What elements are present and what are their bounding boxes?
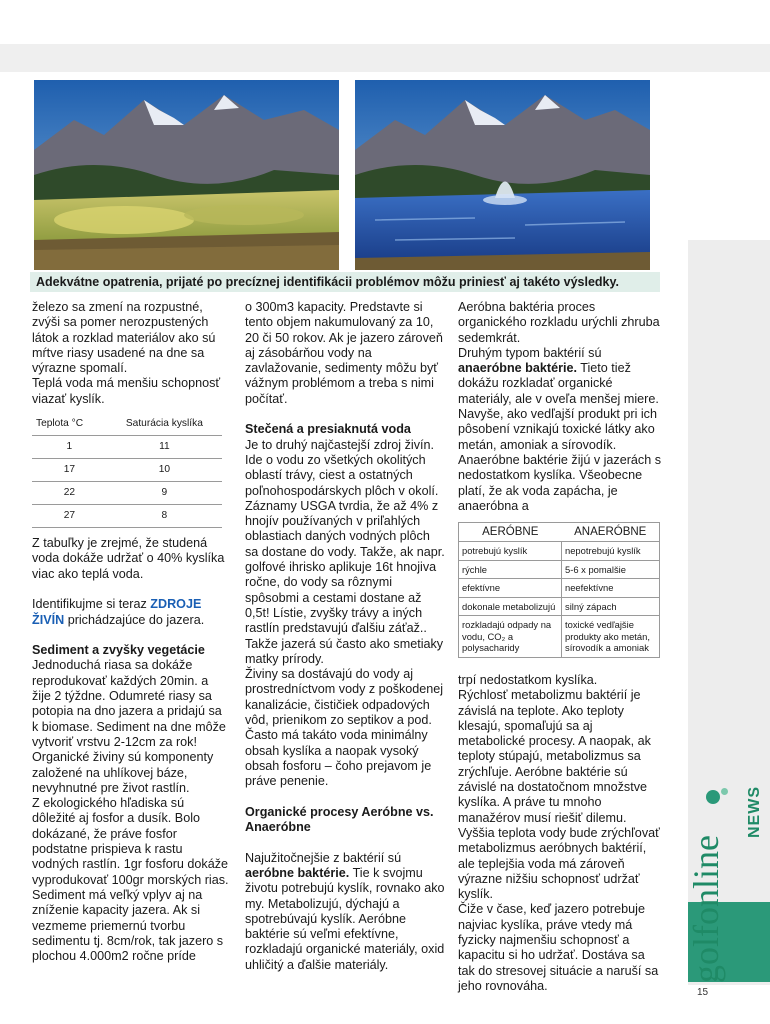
col3-paragraph: Čiže v čase, keď jazero potrebuje najviac kyslíka, práve vtedy má fyzicky najmenšiu schopnosť a kapacitu si ho udržať. Dostáva sa tak do stresovej situácie a naruší sa jeho rovnováha.: [458, 902, 659, 993]
table-row: [32, 436, 222, 459]
column-1: [32, 300, 230, 964]
table-cell: nepotrebujú kyslík: [562, 542, 660, 561]
brand-name: golfonline: [686, 835, 726, 983]
section-heading: Stečená a presiaknutá voda: [245, 422, 411, 437]
section-heading: Sediment a zvyšky vegetácie: [32, 643, 205, 658]
text: prichádzajúce do jazera.: [67, 612, 205, 627]
golf-ball-icon: [706, 790, 720, 804]
nutrient-sources-link[interactable]: ZDROJE ŽIVÍN: [32, 597, 202, 627]
col3-paragraph: Rýchlosť metabolizmu baktérií je závislá na teplote. Ako teploty klesajú, spomaľujú sa aj metabolické procesy. A naopak, ak teploty stúpajú, metabolizmus sa zrýchľuje. Aeróbne baktérie sú závislé na dostatočnom množstve kyslíka. A práve tu mnoho manažérov musí riešiť dilemu. Vyššia teplota vody bude zrýchľovať metabolizmus aeróbnych baktérií, ale teplejšia voda má zároveň výrazne nižšiu schopnosť udržať kyslík.: [458, 688, 660, 902]
table-cell: 1: [32, 436, 107, 459]
table-cell: 9: [107, 482, 222, 505]
table-cell: toxické vedľajšie produkty ako metán, sírovodík a amoniak: [562, 616, 660, 658]
column-2: [245, 300, 445, 973]
table-header: AERÓBNE: [459, 523, 562, 542]
table-cell: 27: [32, 505, 107, 528]
text: Identifikujme si teraz: [32, 597, 147, 612]
table-cell: 8: [107, 505, 222, 528]
table-cell: silný zápach: [562, 597, 660, 616]
col2-paragraph: Je to druhý najčastejší zdroj živín. Ide o vodu zo všetkých okolitých oblastí trávy, ciest a ostatných poľnohospodárskych plôch v okolí. Záznamy USGA tvrdia, že až 4% z hnojív používaných v priľahlých oblastiach daných vodných plôch sa dostane do vody. Takže, ak napr. golfové ihrisko aplikuje 16t hnojiva ročne, do vody sa rôznymi spôsobmi a cestami dostane až 0,5t! Lístie, zvyšky trávy a iných rastlín predstavujú ďalšiu záťaž.. Takže jazerá sú často ako smetiaky matky prírody.: [245, 437, 445, 666]
temperature-oxygen-table: [32, 413, 222, 528]
section-heading: Organické procesy Aeróbne vs. Anaeróbne: [245, 804, 434, 835]
col1-paragraph: Sediment má veľký vplyv aj na zníženie kapacity jazera. Ak si vezmeme priemernú tvorbu sedimentu tj. 8cm/rok, tak jazero s plochou 4.000m2 ročne príde: [32, 887, 224, 964]
bacteria-comparison-table: [458, 522, 660, 658]
table-cell: potrebujú kyslík: [459, 542, 562, 561]
bold-term: anaeróbne baktérie.: [458, 361, 577, 376]
table-header: Teplota °C: [32, 413, 107, 436]
col3-paragraph: [458, 346, 662, 514]
brand-news-label: NEWS: [746, 786, 763, 838]
column-3: [458, 300, 662, 994]
bold-term: aeróbne baktérie.: [245, 865, 350, 880]
col1-paragraph: Organické živiny sú komponenty založené na uhlíkovej báze, nevyhnutné pre život rastlín.: [32, 750, 214, 795]
top-band: [0, 44, 770, 72]
table-cell: 5-6 x pomalšie: [562, 560, 660, 579]
table-cell: rýchle: [459, 560, 562, 579]
col2-paragraph: [245, 851, 445, 973]
col2-paragraph: Živiny sa dostávajú do vody aj prostredníctvom vody z poškodenej kanalizácie, čističiek odpadových vôd, prienikom zo septikov a pod. Často má takáto voda minimálny obsah kyslíka a naopak vysoký obsah fosforu – čoho prejavom je práve penenie.: [245, 667, 444, 789]
table-cell: dokonale metabolizujú: [459, 597, 562, 616]
dot-icon: [721, 788, 728, 795]
table-cell: neefektívne: [562, 579, 660, 598]
col3-paragraph: Aeróbna baktéria proces organického rozkladu urýchli zhruba sedemkrát.: [458, 300, 660, 345]
brand-logo: [686, 835, 726, 983]
text: Druhým typom baktérií sú: [458, 345, 602, 360]
table-cell: 11: [107, 436, 222, 459]
table-row: [32, 482, 222, 505]
table-header: ANAERÓBNE: [562, 523, 660, 542]
col1-paragraph: Z ekologického hľadiska sú dôležité aj fosfor a dusík. Bolo dokázané, že práve fosfor podstatne prispieva k rastu vodných rastlín. 1gr fosforu dokáže vyprodukovať 100gr morských rias.: [32, 796, 229, 887]
table-row: [459, 616, 660, 658]
table-row: [459, 597, 660, 616]
table-row: [459, 542, 660, 561]
table-row: [32, 459, 222, 482]
table-header: Saturácia kyslíka: [107, 413, 222, 436]
table-cell: 10: [107, 459, 222, 482]
col1-paragraph: Jednoduchá riasa sa dokáže reprodukovať každých 20min. a žije 2 týždne. Odumreté riasy sa potopia na dno jazera a pridajú sa k biomase. Sediment na dne môže vytvoriť vrstvu 2-12cm za rok!: [32, 658, 226, 749]
table-row: [459, 560, 660, 579]
col1-paragraph: železo sa zmení na rozpustné, zvýši sa pomer nerozpustených látok a rozklad materiálov ako sú mŕtve riasy usadené na dne sa výrazne spomalí.: [32, 300, 216, 376]
lake-algae-photo: [34, 80, 339, 270]
text: Najužitočnejšie z baktérií sú: [245, 850, 402, 865]
text: Tieto tiež dokážu rozkladať organické materiály, ale v oveľa menšej miere. Navyše, ako vedľajší produkt pri ich pôsobení vznikajú toxické látky ako metán, amoniak a sírovodík. Anaeróbne baktérie žijú v jazerách s nedostatkom kyslíka. Všeobecne platí, že ak voda zapácha, je anaeróbna a: [458, 361, 662, 513]
col1-paragraph: [32, 597, 230, 628]
table-cell: 17: [32, 459, 107, 482]
page-number: 15: [697, 987, 709, 998]
table-cell: 22: [32, 482, 107, 505]
table-row: [32, 505, 222, 528]
col2-paragraph: o 300m3 kapacity. Predstavte si tento objem nakumulovaný za 10, 20 či 50 rokov. Ak je jazero zároveň aj zásobárňou vody na zavlažovanie, sedimenty môžu byť vážnym problémom a treba s nimi počítať.: [245, 300, 443, 406]
table-cell: efektívne: [459, 579, 562, 598]
photo-caption: Adekvátne opatrenia, prijaté po precíznej identifikácii problémov môžu priniesť aj takéto výsledky.: [30, 272, 660, 292]
table-cell: rozkladajú odpady na vodu, CO₂ a polysacharidy: [459, 616, 562, 658]
text: Tie k svojmu životu potrebujú kyslík, rovnako ako my. Metabolizujú, dýchajú a spotrebúvajú kyslík. Aeróbne baktérie sú veľmi efektívne, rozkladajú organické materiály, oxid uhličitý a ďalšie materiály.: [245, 865, 445, 972]
col1-paragraph: Z tabuľky je zrejmé, že studená voda dokáže udržať o 40% kyslíka viac ako teplá voda.: [32, 536, 225, 581]
col3-paragraph: trpí nedostatkom kyslíka.: [458, 672, 598, 687]
table-row: [459, 579, 660, 598]
lake-fountain-photo: [355, 80, 650, 270]
col1-paragraph: Teplá voda má menšiu schopnosť viazať kyslík.: [32, 376, 221, 406]
